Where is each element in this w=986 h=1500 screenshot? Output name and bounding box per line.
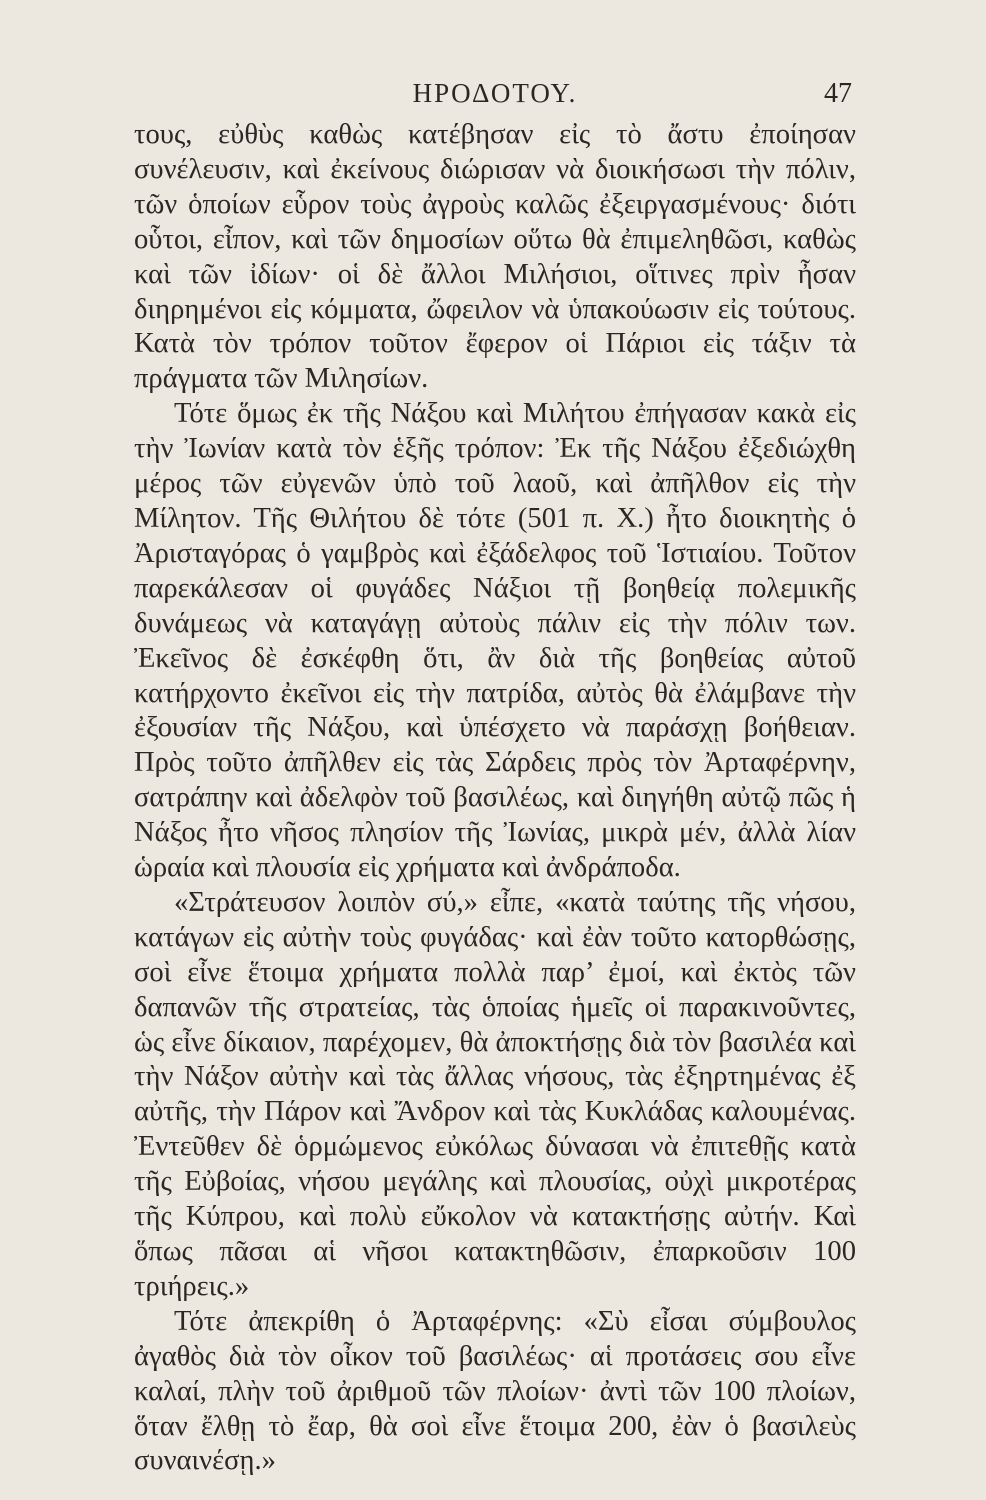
page-number: 47 xyxy=(824,78,852,109)
paragraph: Τότε ἀπεκρίθη ὁ Ἀρταφέρνης: «Σὺ εἶσαι σύμβουλος ἀγαθὸς διὰ τὸν οἶκον τοῦ βασιλέως· αἱ προτάσεις σου εἶνε καλαί, πλὴν τοῦ ἀριθμοῦ τῶν πλοίων· ἀντὶ τῶν 100 πλοίων, ὅταν ἔλθῃ τὸ ἔαρ, θὰ σοὶ εἶνε ἕτοιμα 200, ἐὰν ὁ βασιλεὺς συναινέσῃ.» xyxy=(134,1305,856,1477)
paragraph: Τότε ὅμως ἐκ τῆς Νάξου καὶ Μιλήτου ἐπήγασαν κακὰ εἰς τὴν Ἰωνίαν κατὰ τὸν ἑξῆς τρόπον: Ἐκ τῆς Νάξου ἐξεδιώχθη μέρος τῶν εὐγενῶν ὑπὸ τοῦ λαοῦ, καὶ ἀπῆλθον εἰς τὴν Μίλητον. Τῆς Θιλήτου δὲ τότε (501 π. Χ.) ἦτο διοικητὴς ὁ Ἀρισταγόρας ὁ γαμβρὸς καὶ ἐξάδελφος τοῦ Ἱστιαίου. Τοῦτον παρεκάλεσαν οἱ φυγάδες Νάξιοι τῇ βοηθείᾳ πολεμικῆς δυνάμεως νὰ καταγάγῃ αὐτοὺς πάλιν εἰς τὴν πόλιν των. Ἐκεῖνος δὲ ἐσκέφθη ὅτι, ἂν διὰ τῆς βοηθείας αὐτοῦ κατήρχοντο ἐκεῖνοι εἰς τὴν πατρίδα, αὐτὸς θὰ ἐλάμβανε τὴν ἐξουσίαν τῆς Νάξου, καὶ ὑπέσχετο νὰ παράσχῃ βοήθειαν. Πρὸς τοῦτο ἀπῆλθεν εἰς τὰς Σάρδεις πρὸς τὸν Ἀρταφέρνην, σατράπην καὶ ἀδελφὸν τοῦ βασιλέως, καὶ διηγήθη αὐτῷ πῶς ἡ Νάξος ἦτο νῆσος πλησίον τῆς Ἰωνίας, μικρὰ μέν, ἀλλὰ λίαν ὡραία καὶ πλουσία εἰς χρήματα καὶ ἀνδράποδα. xyxy=(134,398,856,884)
running-head xyxy=(134,72,856,112)
paragraph-continued: τους, εὐθὺς καθὼς κατέβησαν εἰς τὸ ἄστυ ἐποίησαν συνέλευσιν, καὶ ἐκείνους διώρισαν νὰ διοικήσωσι τὴν πόλιν, τῶν ὁποίων εὗρον τοὺς ἀγροὺς καλῶς ἐξειργασμένους· διότι οὗτοι, εἶπον, καὶ τῶν δημοσίων οὕτω θὰ ἐπιμεληθῶσι, καθὼς καὶ τῶν ἰδίων· οἱ δὲ ἄλλοι Μιλήσιοι, οἵτινες πρὶν ἦσαν διηρημένοι εἰς κόμματα, ὤφειλον νὰ ὑπακούωσιν εἰς τούτους. Κατὰ τὸν τρόπον τοῦτον ἔφερον οἱ Πάριοι εἰς τάξιν τὰ πράγματα τῶν Μιλησίων. xyxy=(134,119,856,395)
body-text xyxy=(134,118,856,1479)
paragraph: «Στράτευσον λοιπὸν σύ,» εἶπε, «κατὰ ταύτης τῆς νήσου, κατάγων εἰς αὐτὴν τοὺς φυγάδας· καὶ ἐὰν τοῦτο κατορθώσῃς, σοὶ εἶνε ἕτοιμα χρήματα πολλὰ παρ’ ἐμοί, καὶ ἐκτὸς τῶν δαπανῶν τῆς στρατείας, τὰς ὁποίας ἡμεῖς οἱ παρακινοῦντες, ὡς εἶνε δίκαιον, παρέχομεν, θὰ ἀποκτήσῃς διὰ τὸν βασιλέα καὶ τὴν Νάξον αὐτὴν καὶ τὰς ἄλλας νήσους, τὰς ἐξηρτημένας ἐξ αὐτῆς, τὴν Πάρον καὶ Ἄνδρον καὶ τὰς Κυκλάδας καλουμένας. Ἐντεῦθεν δὲ ὁρμώμενος εὐκόλως δύνασαι νὰ ἐπιτεθῇς κατὰ τῆς Εὐβοίας, νήσου μεγάλης καὶ πλουσίας, οὐχὶ μικροτέρας τῆς Κύπρου, καὶ πολὺ εὔκολον νὰ κατακτήσῃς αὐτήν. Καὶ ὅπως πᾶσαι αἱ νῆσοι κατακτηθῶσιν, ἐπαρκοῦσιν 100 τριήρεις.» xyxy=(134,886,856,1302)
running-title: ΗΡΟΔΟΤΟΥ. xyxy=(412,78,578,108)
